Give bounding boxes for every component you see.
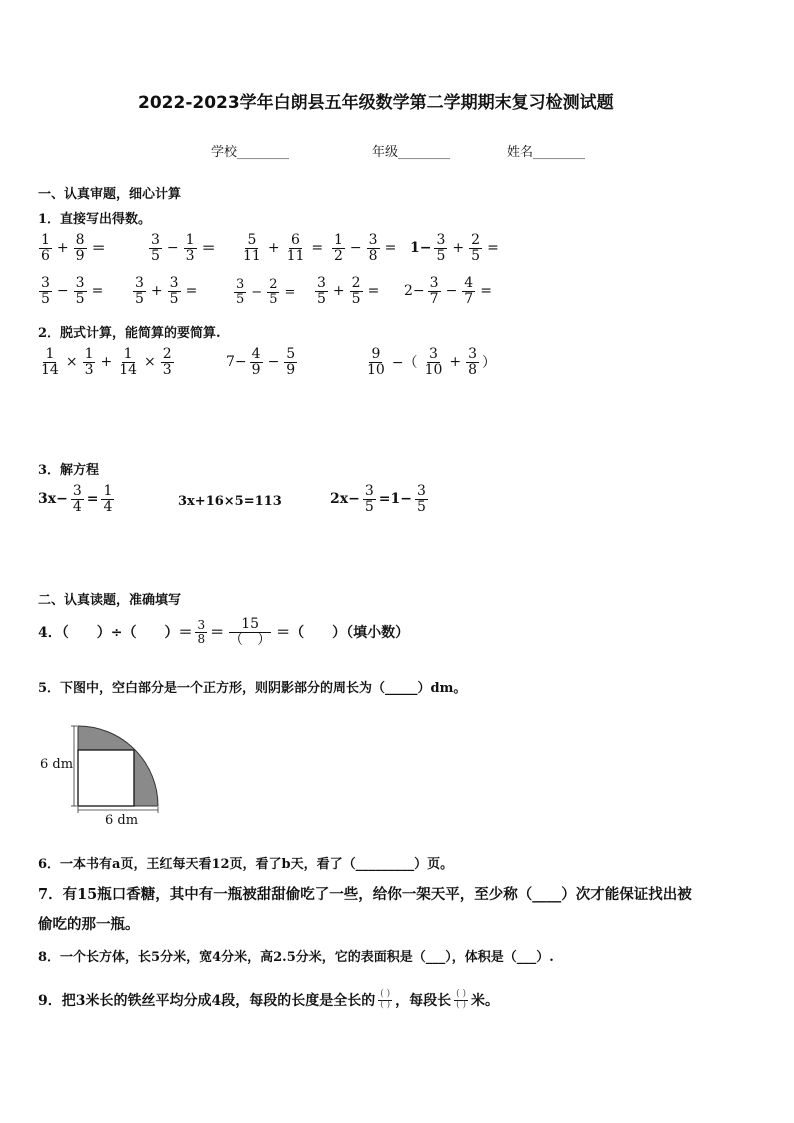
school-field[interactable]: 学校________ [211,145,290,160]
q2-item-1: $\frac{1}{14}$ × $\frac{1}{3}$ + $\frac{1}{14}$ × $\frac{2}{3}$ [41,346,172,378]
q3-eq-3: 2x− $\frac{3}{5}$ =1− $\frac{3}{5}$ [330,483,426,515]
q1-item-10: 2− $\frac{3}{7}$ − $\frac{4}{7}$ = [404,275,492,307]
name-field[interactable]: 姓名________ [507,145,586,160]
quarter-circle-figure [36,718,166,828]
section2-heading: 二、认真读题，准确填写 [38,593,182,608]
q3-eq-1: 3x− $\frac{3}{4}$ = $\frac{1}{4}$ [38,483,113,515]
q2-item-2: 7− $\frac{4}{9}$ − $\frac{5}{9}$ [226,346,296,378]
q1-item-4: $\frac{1}{2}$ − $\frac{3}{8}$ = [334,232,397,264]
q7-line2: 偷吃的那一瓶。 [38,916,140,933]
grade-field[interactable]: 年级________ [372,145,451,160]
q1-item-6: $\frac{3}{5}$ − $\frac{3}{5}$ = [41,275,104,307]
q9: 9．把3米长的铁丝平均分成4段，每段的长度是全长的 $\frac{( )}{( )}$ ，每段长 $\frac{( )}{( )}$ 米。 [38,989,500,1010]
q2-item-3: $\frac{9}{10}$ −（ $\frac{3}{10}$ + $\frac{3}{8}$ ） [367,346,497,378]
q1-item-7: $\frac{3}{5}$ + $\frac{3}{5}$ = [135,275,198,307]
q1-item-8: $\frac{3}{5}$ − $\frac{2}{5}$ = [236,277,296,307]
q3-eq-2: 3x+16×5=113 [178,494,282,509]
dimension-bottom-label: 6 dm [105,813,139,828]
q4: 4．（ ）÷（ ）＝ $\frac{3}{8}$ ＝ $\frac{15}{( )}$ ＝（ ）（填小数） [38,616,410,648]
q2-label: 2．脱式计算，能简算的要简算. [38,326,221,341]
q1-item-9: $\frac{3}{5}$ + $\frac{2}{5}$ = [317,275,380,307]
q6-text: 6．一本书有a页，王红每天看12页，看了b天，看了（_________）页。 [38,857,454,872]
q8-text: 8．一个长方体，长5分米，宽4分米，高2.5分米，它的表面积是（___），体积是（___）. [38,950,554,965]
dimension-left-label: 6 dm [40,757,74,772]
q7-line1: 7．有15瓶口香糖，其中有一瓶被甜甜偷吃了一些，给你一架天平，至少称（____）次才能保证找出被 [38,886,692,903]
page-title: 2022-2023学年白朗县五年级数学第二学期期末复习检测试题 [138,93,614,113]
q3-label: 3．解方程 [38,463,100,478]
q1-item-1: $\frac{1}{6}$ + $\frac{8}{9}$ ＝ [41,232,106,264]
q1-item-3: $\frac{5}{11}$ + $\frac{6}{11}$ = [243,232,324,264]
q1-item-5: 1− $\frac{3}{5}$ + $\frac{2}{5}$ = [410,232,499,264]
q5-text: 5．下图中，空白部分是一个正方形，则阴影部分的周长为（_____）dm。 [38,681,467,696]
section1-heading: 一、认真审题，细心计算 [38,187,182,202]
q1-label: 1．直接写出得数。 [38,212,152,227]
q1-item-2: $\frac{3}{5}$ − $\frac{1}{3}$ ＝ [151,232,216,264]
